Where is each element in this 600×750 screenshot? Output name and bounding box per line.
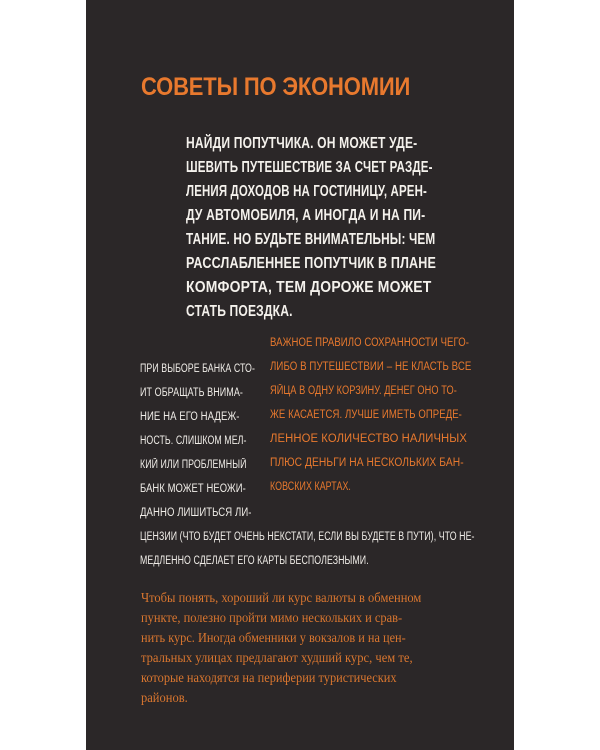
text-line: ЦЕНЗИИ (ЧТО БУДЕТ ОЧЕНЬ НЕКСТАТИ, ЕСЛИ ВЫ БУДЕТЕ В ПУТИ), ЧТО НЕ-	[140, 531, 475, 543]
text-line: ЖЕ КАСАЕТСЯ. ЛУЧШЕ ИМЕТЬ ОПРЕДЕ-	[270, 409, 462, 421]
text-line: МЕДЛЕННО СДЕЛАЕТ ЕГО КАРТЫ БЕСПОЛЕЗНЫМИ.	[140, 555, 369, 567]
text-line: СТАТЬ ПОЕЗДКА.	[186, 303, 293, 320]
text-line: КОМФОРТА, ТЕМ ДОРОЖЕ МОЖЕТ	[186, 279, 432, 296]
text-line: ДУ АВТОМОБИЛЯ, А ИНОГДА И НА ПИ-	[186, 207, 426, 224]
text-line: тральных улицах предлагают худший курс, чем те,	[141, 650, 413, 665]
text-line: ШЕВИТЬ ПУТЕШЕСТВИЕ ЗА СЧЕТ РАЗДЕ-	[186, 159, 433, 176]
text-line: ИТ ОБРАЩАТЬ ВНИМА-	[140, 387, 243, 399]
text-line: КИЙ ИЛИ ПРОБЛЕМНЫЙ	[140, 459, 247, 471]
text-line: ЛЕНИЯ ДОХОДОВ НА ГОСТИНИЦУ, АРЕН-	[186, 183, 427, 200]
text-line: районов.	[141, 690, 188, 705]
text-line: ВАЖНОЕ ПРАВИЛО СОХРАННОСТИ ЧЕГО-	[270, 337, 469, 349]
text-line: ПЛЮС ДЕНЬГИ НА НЕСКОЛЬКИХ БАН-	[270, 457, 464, 469]
text-line: ЛЕННОЕ КОЛИЧЕСТВО НАЛИЧНЫХ	[270, 433, 467, 445]
page-title: СОВЕТЫ ПО ЭКОНОМИИ	[141, 73, 411, 101]
text-line: БАНК МОЖЕТ НЕОЖИ-	[140, 483, 246, 495]
text-line: ДАННО ЛИШИТЬСЯ ЛИ-	[140, 507, 252, 519]
text-line: ЛИБО В ПУТЕШЕСТВИИ – НЕ КЛАСТЬ ВСЕ	[270, 361, 472, 373]
text-line: НАЙДИ ПОПУТЧИКА. ОН МОЖЕТ УДЕ-	[186, 135, 418, 152]
text-line: которые находятся на периферии туристических	[141, 670, 397, 685]
text-line: пункте, полезно пройти мимо нескольких и срав-	[141, 610, 403, 625]
text-line: КОВСКИХ КАРТАХ.	[270, 481, 351, 493]
text-line: НОСТЬ. СЛИШКОМ МЕЛ-	[140, 435, 247, 447]
text-line: НИЕ НА ЕГО НАДЕЖ-	[140, 411, 240, 423]
text-line: ПРИ ВЫБОРЕ БАНКА СТО-	[140, 363, 255, 375]
text-line: ТАНИЕ. НО БУДЬТЕ ВНИМАТЕЛЬНЫ: ЧЕМ	[186, 231, 436, 248]
text-line: нить курс. Иногда обменники у вокзалов и на цен-	[141, 630, 406, 645]
text-line: ЯЙЦА В ОДНУ КОРЗИНУ. ДЕНЕГ ОНО ТО-	[270, 385, 457, 397]
text-line: Чтобы понять, хороший ли курс валюты в обменном	[141, 590, 422, 605]
text-line: РАССЛАБЛЕННЕЕ ПОПУТЧИК В ПЛАНЕ	[186, 255, 437, 272]
